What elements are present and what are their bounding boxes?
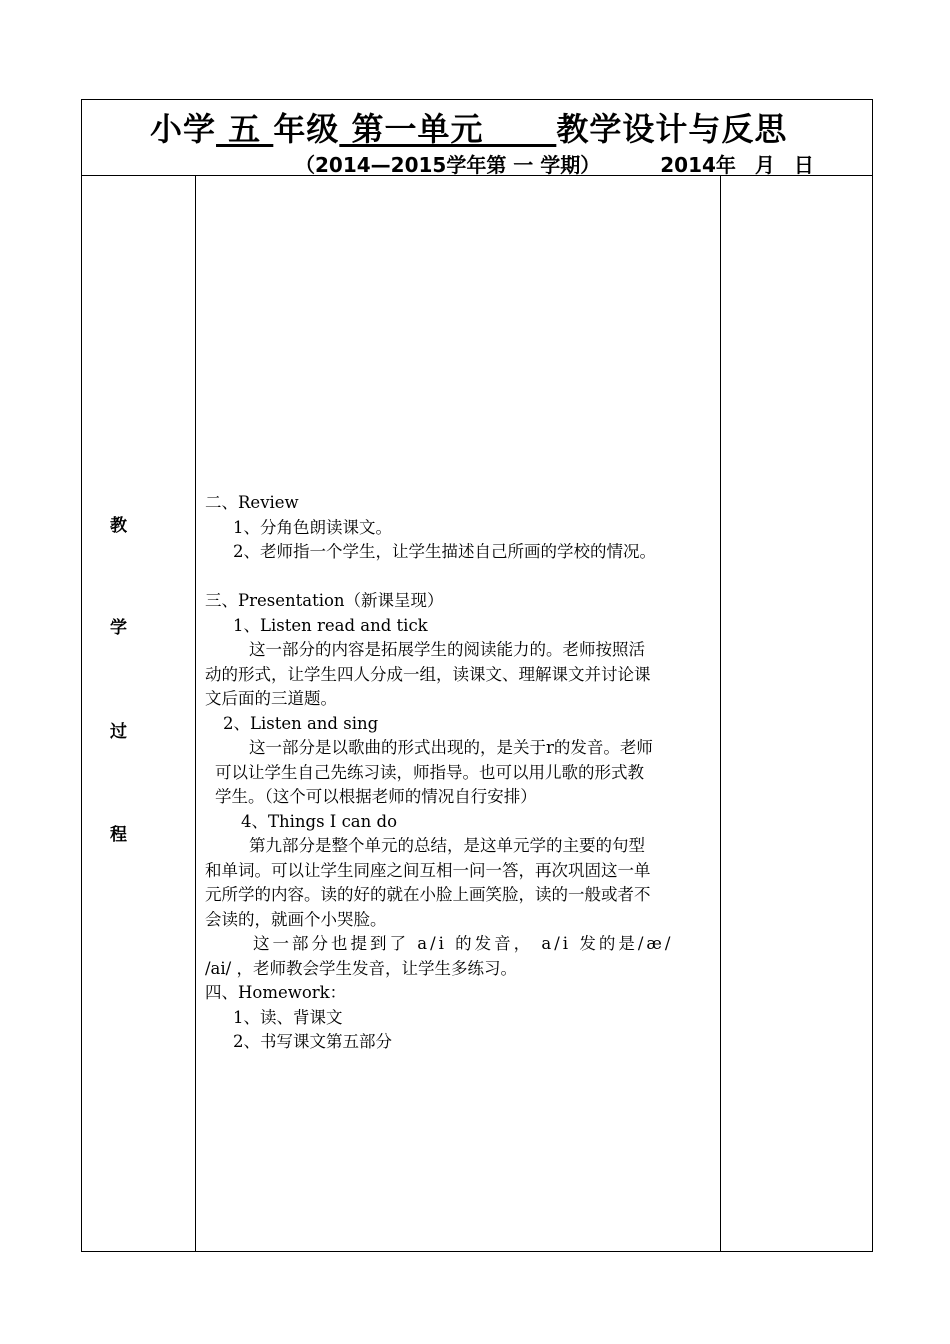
term-line: [295, 149, 814, 178]
review-item-1: 1、分角色朗读课文。: [233, 517, 392, 537]
review-item-2: 2、老师指一个学生，让学生描述自己所画的学校的情况。: [233, 542, 656, 561]
sidebar-char-1: 教: [110, 516, 127, 536]
column-divider-right: [720, 175, 721, 1252]
homework-heading: 四、Homework：: [205, 983, 347, 1002]
lesson-content: [205, 491, 715, 1055]
part2-line-3: 学生。（这个可以根据老师的情况自行安排）: [215, 787, 537, 806]
part2-line-2: 可以让学生自己先练习读，师指导。也可以用儿歌的形式教: [215, 762, 644, 782]
part4-heading: 4、Things I can do: [241, 811, 398, 831]
part2-line-1: 这一部分是以歌曲的形式出现的，是关于r的发音。老师: [249, 738, 653, 757]
homework-item-1: 1、读、背课文: [233, 1007, 343, 1027]
part1-line-1: 这一部分的内容是拓展学生的阅读能力的。老师按照活: [249, 640, 645, 659]
sidebar-char-2: 学: [110, 618, 127, 638]
title-mid: 年级: [273, 110, 340, 148]
homework-item-2: 2、书写课文第五部分: [233, 1032, 392, 1051]
part2-heading: 2、Listen and sing: [223, 713, 379, 733]
part4-line-5: 这一部分也提到了 a/i 的发音， a/i 发的是/æ/: [253, 934, 674, 953]
page-title: [150, 104, 787, 150]
part4-line-6: /ai/ ，老师教会学生发音，让学生多练习。: [205, 958, 517, 978]
part4-line-1: 第九部分是整个单元的总结，是这单元学的主要的句型: [249, 836, 645, 855]
review-heading: 二、Review: [205, 493, 299, 512]
part4-line-3: 元所学的内容。读的好的就在小脸上画笑脸，读的一般或者不: [205, 885, 651, 904]
date-text: 2014年 月 日: [660, 153, 814, 177]
sidebar-char-4: 程: [110, 825, 127, 845]
part1-line-3: 文后面的三道题。: [205, 689, 337, 708]
part4-line-4: 会读的，就画个小哭脸。: [205, 909, 387, 929]
spacer: [205, 565, 715, 590]
presentation-heading: 三、Presentation（新课呈现）: [205, 591, 444, 610]
part1-line-2: 动的形式，让学生四人分成一组，读课文、理解课文并讨论课: [205, 664, 651, 684]
title-suffix: 教学设计与反思: [556, 110, 788, 148]
title-unit: 第一单元: [339, 110, 557, 148]
part1-heading: 1、Listen read and tick: [233, 615, 428, 635]
term-text: （2014—2015学年第 一 学期）: [295, 153, 601, 177]
title-prefix: 小学: [150, 110, 217, 148]
sidebar-char-3: 过: [110, 722, 127, 742]
column-divider-left: [195, 175, 196, 1252]
part4-line-2: 和单词。可以让学生同座之间互相一问一答，再次巩固这一单: [205, 860, 651, 880]
title-grade: 五: [216, 110, 274, 148]
